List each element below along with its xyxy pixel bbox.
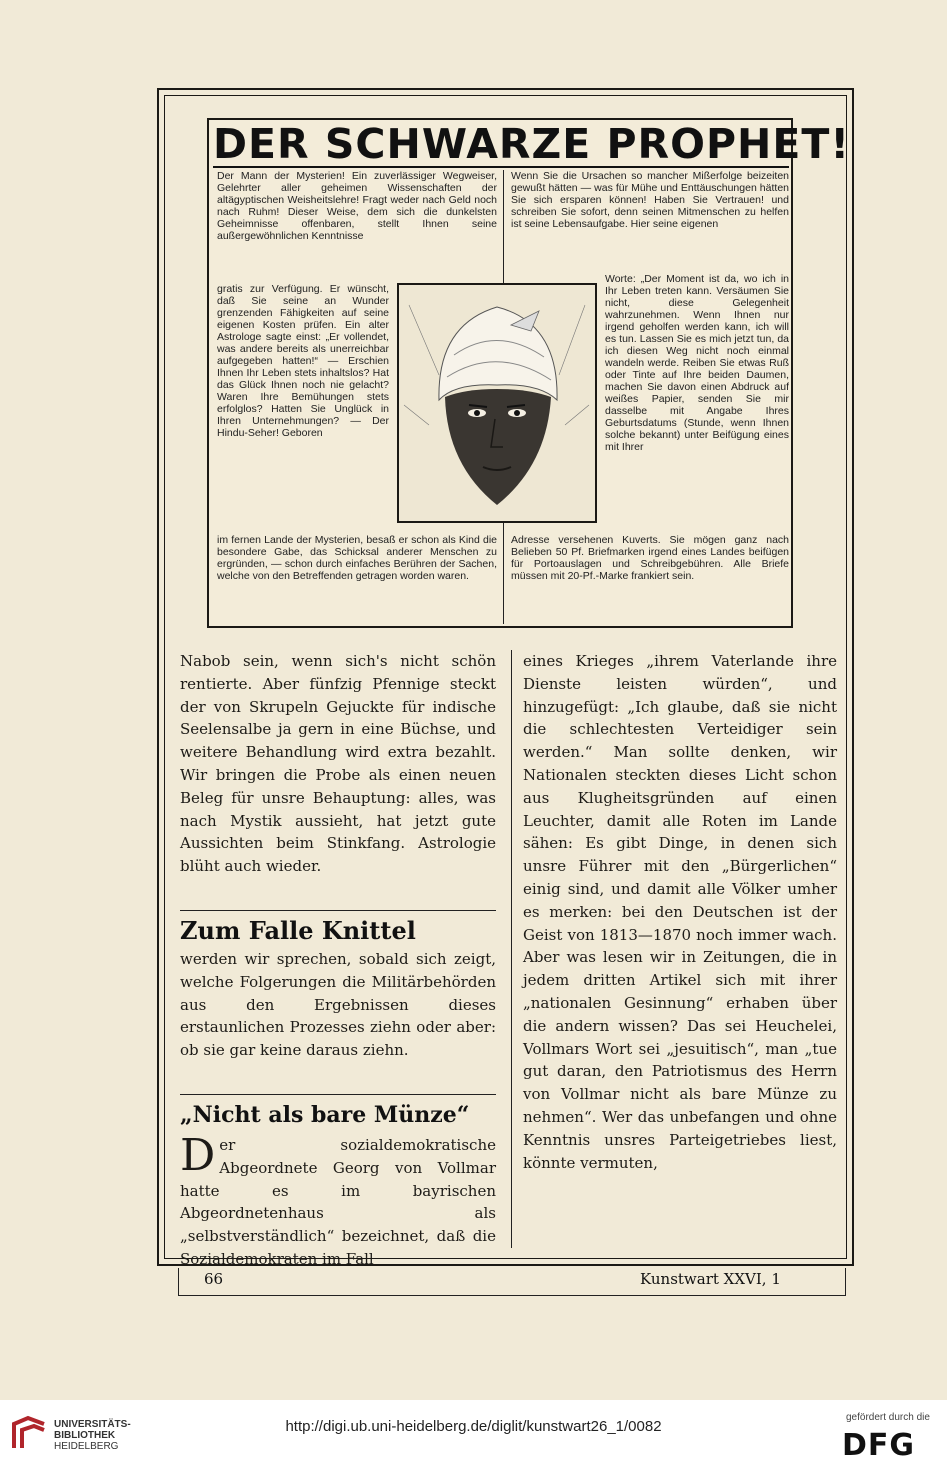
left-section-rule-2 [180, 1094, 496, 1095]
ad-text-left-side: gratis zur Verfügung. Er wünscht, daß Sie seine an Wunder grenzenden Fähigkeiten auf seine eigenen Kosten prüfen. Ein alter Astrologe sagte einst: „Er vollendet, was andere bereits als unerreichbar aufgegeben hatten!“ — Erschien Ihnen Ihr Leben stets inhaltslos? Hat das Glück Ihnen noch nie gelacht? Waren Ihre Bemühungen stets erfolglos? Hatten Sie Unglück in Ihren Unternehmungen? — Der Hindu-Seher! Geboren [217, 283, 389, 439]
drop-cap-letter: D [180, 1130, 216, 1181]
advertisement-title-rule [213, 166, 789, 168]
funding-label: gefördert durch die [846, 1412, 930, 1423]
journal-issue: Kunstwart XXVI, 1 [640, 1270, 781, 1288]
left-column-paragraph-3: D er sozialdemokratische Abgeordnete Georg von Vollmar hatte es im bayrischen Abgeordnetenhaus als „selbstverständlich“ bezeichnet, daß die Sozialdemokraten im Fall [180, 1130, 496, 1268]
viewer-footer [0, 1400, 947, 1472]
ad-text-right-side: Worte: „Der Moment ist da, wo ich in Ihr Leben treten kann. Versäumen Sie nicht, diese Gelegenheit wahrzunehmen. Wenn Ihnen nur irgend geholfen werden kann, ich will es tun. Lassen Sie es mich jetzt tun, da ich diesen Weg nicht noch einmal wandeln werde. Reiben Sie etwas Ruß oder Tinte auf Ihre beiden Daumen, machen Sie davon einen Abdruck auf weißes Papier, senden Sie mir dasselbe mit Angabe Ihres Geburtsdatums (Stunde, wenn Ihnen solche bekannt) unter Beifügung eines mit Ihrer [605, 273, 789, 453]
ad-text-right-bottom: Adresse versehenen Kuverts. Sie mögen ganz nach Belieben 50 Pf. Briefmarken irgend eines Landes beifügen für Portoauslagen und Schreibgebühren. Alle Briefe müssen mit 20-Pf.-Marke frankiert sein. [511, 534, 789, 582]
ad-text-left-bottom: im fernen Lande der Mysterien, besaß er schon als Kind die besondere Gabe, das Schicksal anderer Menschen zu ergründen, — schon durch einfaches Berühren der Sachen, welche von den Betreffenden getragen worden waren. [217, 534, 497, 582]
ad-text-left-top: Der Mann der Mysterien! Ein zuverlässiger Wegweiser, Gelehrter aller geheimen Wissenschaften der altägyptischen Weisheitslehre! Fragt weder nach Geld noch nach Ruhm! Dieser Weise, dem sich die dunkelsten Geheimnisse offenbaren, stellt Ihnen seine außergewöhnlichen Kenntnisse [217, 170, 497, 242]
left-section-rule-1 [180, 910, 496, 911]
heading-zum-falle-knittel: Zum Falle Knittel [180, 916, 416, 945]
prophet-portrait [397, 283, 597, 523]
heading-nicht-als-bare-muenze: „Nicht als bare Münze“ [180, 1102, 470, 1128]
library-name: UNIVERSITÄTS- BIBLIOTHEK HEIDELBERG [54, 1419, 131, 1452]
page-number: 66 [204, 1270, 224, 1288]
permalink-url[interactable]: http://digi.ub.uni-heidelberg.de/diglit/kunstwart26_1/0082 [285, 1418, 662, 1435]
right-column-text: eines Krieges „ihrem Vaterlande ihre Dienste leisten würden“, und hinzugefügt: „Ich glaube, daß sie nicht die schlechtesten Verteidiger sein werden.“ Man sollte denken, wir Nationalen steckten dieses Licht schon aus Klugheitsgründen auf einen Leuchter, damit alle Roten im Lande sähen: Es gibt Dinge, in denen sich unsre Führer mit den „Bürgerlichen“ einig sind, und damit alle Völker umher es merken: bei den Deutschen ist der Geist von 1813—1870 noch immer wach. Aber was lesen wir in Zeitungen, die in jedem dritten Artikel sich mit ihrer „nationalen Gesinnung“ erhaben über die andern wissen? Das sei Heuchelei, Vollmars Wort sei „jesuitisch“, man „tue gut daran, den Patriotismus des Herrn von Vollmar nicht als bare Münze zu nehmen“. Wer das unbefangen und ohne Kenntnis unsres Parteigetriebes liest, könnte vermuten, [523, 652, 837, 1172]
left-column-paragraph-1: Nabob sein, wenn sich's nicht schön rentierte. Aber fünfzig Pfennige steckt der von Skrupeln Gejuckte für indische Seelensalbe ja gern in eine Büchse, und weitere Behandlung wird extra bezahlt. Wir bringen die Probe als einen neuen Beleg für unsre Behauptung: alles, was nach Mystik aussieht, hat jetzt gute Aussichten beim Stinkfang. Astrologie blüht auch wieder. [180, 652, 496, 876]
column-divider [511, 650, 512, 1248]
dfg-logo[interactable]: DFG [842, 1428, 916, 1463]
ad-text-right-top: Wenn Sie die Ursachen so mancher Mißerfolge beizeiten gewußt hätten — was für Mühe und Enttäuschungen hätten Sie sich ersparen können! Haben Sie Vertrauen! und schreiben Sie sofort, denn seinen Mitmenschen zu helfen ist seine Lebensaufgabe. Hier seine eigenen [511, 170, 789, 230]
left-column-paragraph-2: werden wir sprechen, sobald sich zeigt, welche Folgerungen die Militärbehörden aus den Ergebnissen dieses erstaunlichen Prozesses ziehn oder aber: ob sie gar keine daraus ziehn. [180, 950, 496, 1060]
turbaned-man-illustration [399, 285, 595, 521]
advertisement-title: DER SCHWARZE PROPHET! [213, 120, 851, 168]
